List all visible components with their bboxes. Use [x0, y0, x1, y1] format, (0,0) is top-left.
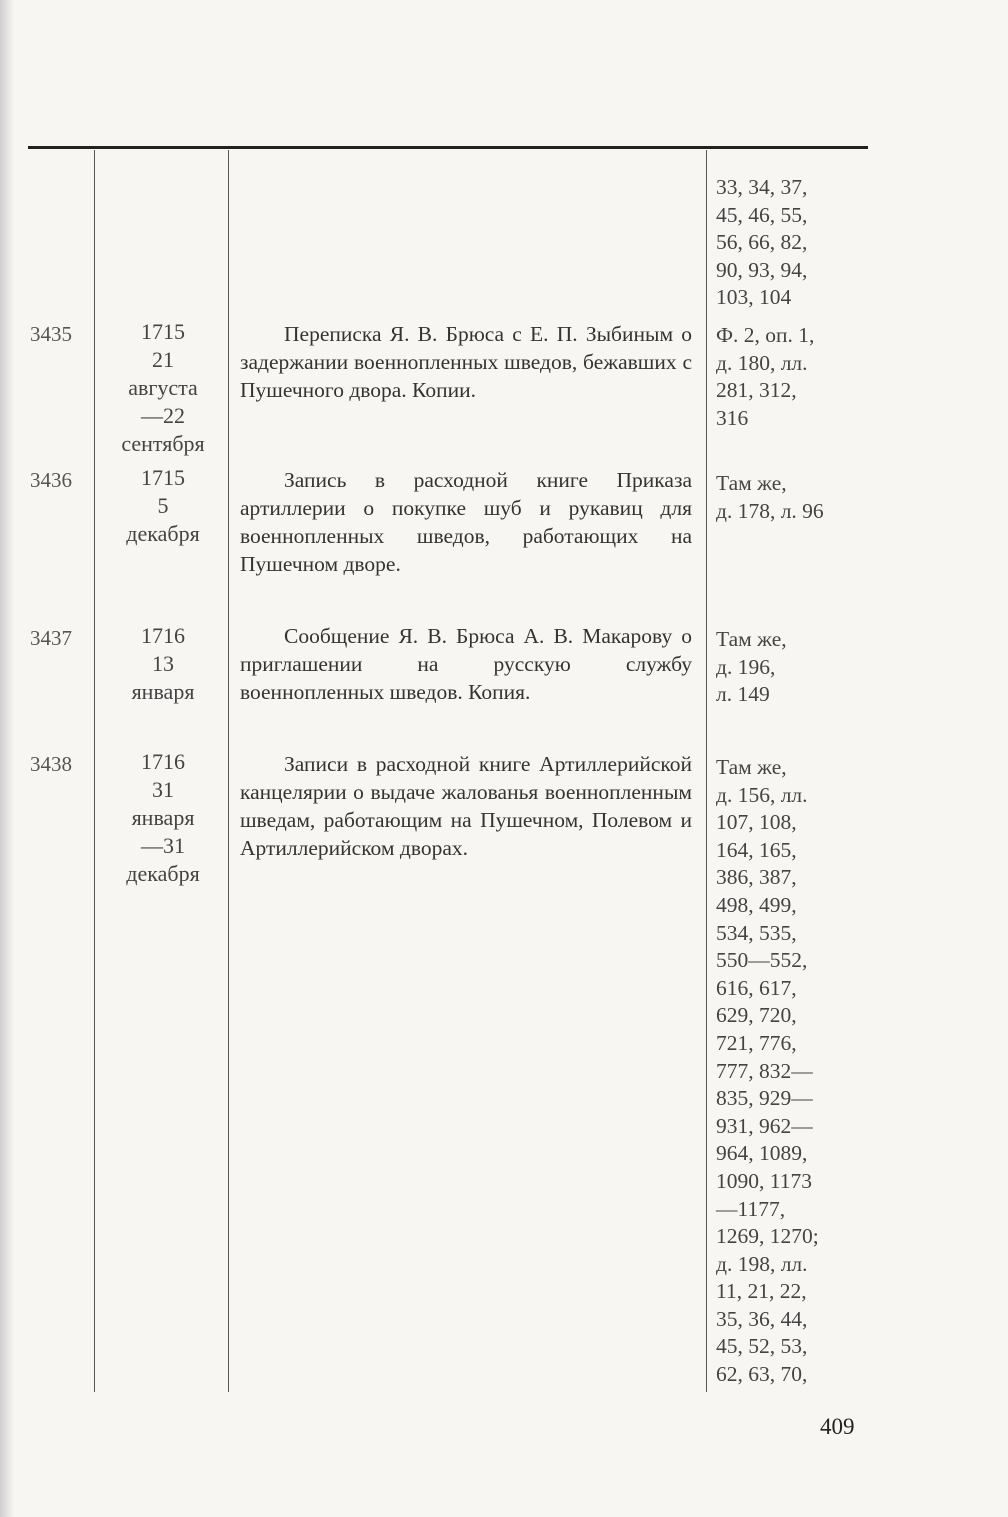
ref-line: 1090, 1173 — [716, 1168, 812, 1193]
ref-line: 550—552, — [716, 948, 808, 973]
entry-number: 3436 — [30, 468, 72, 492]
ref-line: д. 198, лл. — [716, 1251, 808, 1276]
top-rule — [28, 146, 868, 149]
ref-line: 931, 962— — [716, 1113, 813, 1138]
entry-description — [240, 750, 692, 862]
ref-line: 498, 499, — [716, 892, 797, 917]
description-text: Запись в расходной книге Приказа артиллерии о покупке шуб и рукавиц для военнопленных шведов, работающих на Пушечном дворе. — [240, 468, 692, 576]
entry-date — [102, 464, 224, 548]
ref-line: 33, 34, 37, — [716, 175, 808, 199]
date-line: 5 — [157, 493, 169, 518]
description-text: Записи в расходной книге Артиллерийской канцелярии о выдаче жалованья военнопленным шведам, работающим на Пушечном, Полевом и Артиллерийском дворах. — [240, 752, 692, 860]
description-text: Сообщение Я. В. Брюса А. В. Макарову о приглашении на русскую службу военнопленных шведов. Копия. — [240, 624, 692, 704]
entry-date — [102, 622, 224, 706]
date-line: 1715 — [141, 319, 185, 344]
column-divider-1 — [94, 150, 95, 1392]
entry-reference — [716, 470, 872, 525]
ref-line: 316 — [716, 405, 749, 430]
entry-reference — [716, 322, 872, 432]
date-line: 1716 — [141, 749, 185, 774]
ref-line: 90, 93, 94, — [716, 257, 808, 282]
scan-edge — [0, 0, 14, 1517]
ref-line: 164, 165, — [716, 837, 797, 862]
ref-line: 45, 46, 55, — [716, 202, 808, 227]
date-line: 13 — [152, 651, 174, 676]
entry-reference — [716, 754, 872, 1389]
ref-line: д. 196, — [716, 654, 776, 679]
entry-number: 3438 — [30, 752, 72, 776]
date-line: 21 — [152, 347, 174, 372]
date-line: декабря — [126, 861, 200, 886]
page-number: 409 — [820, 1414, 855, 1439]
ref-line: —1177, — [716, 1196, 786, 1221]
date-line: 1716 — [141, 623, 185, 648]
ref-line: 386, 387, — [716, 865, 797, 890]
date-line: декабря — [126, 521, 200, 546]
entry-description — [240, 466, 692, 578]
column-divider-2 — [228, 150, 229, 1392]
ref-line: 721, 776, — [716, 1030, 797, 1055]
date-line: января — [131, 805, 195, 830]
ref-line: Ф. 2, оп. 1, — [716, 323, 815, 347]
ref-line: 281, 312, — [716, 378, 797, 403]
ref-line: 629, 720, — [716, 1003, 797, 1028]
ref-line: Там же, — [716, 471, 787, 495]
entry-date — [102, 318, 224, 458]
column-divider-3 — [706, 150, 707, 1392]
ref-line: Там же, — [716, 755, 787, 779]
ref-line: 777, 832— — [716, 1058, 813, 1083]
entry-reference — [716, 626, 872, 709]
ref-line: 964, 1089, — [716, 1141, 808, 1166]
entry-description — [240, 622, 692, 706]
entry-description — [240, 320, 692, 404]
ref-line: 835, 929— — [716, 1086, 813, 1111]
entry-date — [102, 748, 224, 888]
continued-refs — [716, 174, 872, 312]
date-line: —22 — [141, 403, 185, 428]
ref-line: 103, 104 — [716, 285, 792, 310]
ref-line: д. 180, лл. — [716, 350, 808, 375]
date-line: 1715 — [141, 465, 185, 490]
date-line: —31 — [141, 833, 185, 858]
ref-line: 534, 535, — [716, 920, 797, 945]
ref-line: д. 178, л. 96 — [716, 498, 824, 523]
ref-line: 35, 36, 44, — [716, 1306, 808, 1331]
description-text: Переписка Я. В. Брюса с Е. П. Зыбиным о задержании военнопленных шведов, бежавших с Пушечного двора. Копии. — [240, 322, 692, 402]
date-line: 31 — [152, 777, 174, 802]
ref-line: Там же, — [716, 627, 787, 651]
date-line: января — [131, 679, 195, 704]
date-line: сентября — [121, 431, 205, 456]
entry-number: 3437 — [30, 626, 72, 650]
ref-line: 107, 108, — [716, 810, 797, 835]
date-line: августа — [128, 375, 198, 400]
ref-line: 1269, 1270; — [716, 1224, 819, 1249]
ref-line: 56, 66, 82, — [716, 230, 808, 255]
entry-number: 3435 — [30, 322, 72, 346]
ref-line: 616, 617, — [716, 975, 797, 1000]
ref-line: 45, 52, 53, — [716, 1334, 808, 1359]
ref-line: 11, 21, 22, — [716, 1279, 807, 1304]
ref-line: д. 156, лл. — [716, 782, 808, 807]
ref-line: 62, 63, 70, — [716, 1362, 808, 1387]
ref-line: л. 149 — [716, 682, 770, 707]
